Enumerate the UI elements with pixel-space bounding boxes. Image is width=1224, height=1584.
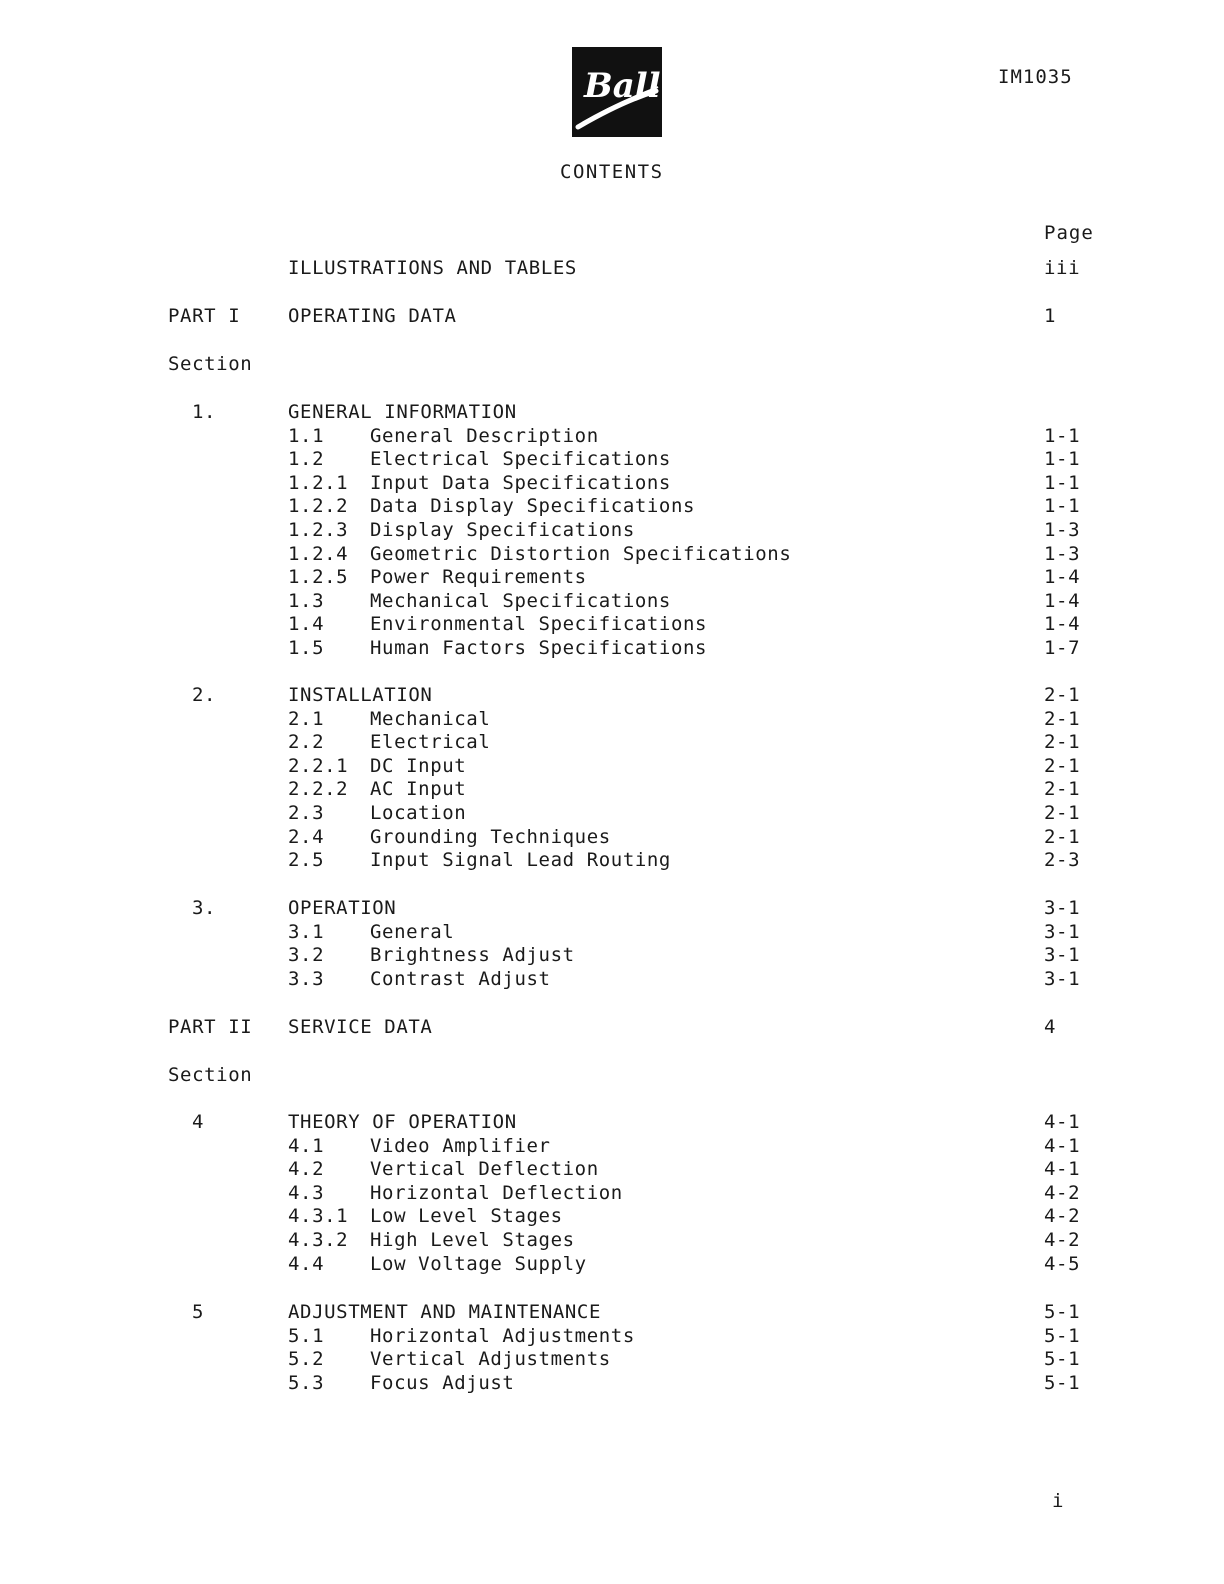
toc-item-title: Display Specifications xyxy=(370,519,635,541)
toc-item-page: 2-1 xyxy=(1044,707,1081,730)
toc-item-title: Location xyxy=(370,802,467,824)
toc-item-page: 1-4 xyxy=(1044,613,1081,636)
toc-item-page: 2-1 xyxy=(1044,778,1081,801)
section-label: Section xyxy=(168,353,253,375)
toc-item-number: 4.2 xyxy=(288,1158,325,1181)
toc-heading: SERVICE DATA xyxy=(288,1016,433,1038)
toc-item-number: 4.3.2 xyxy=(288,1229,349,1251)
toc-item-number: 1.2 xyxy=(288,448,325,471)
toc-item-page: 5-1 xyxy=(1044,1324,1081,1347)
toc-item-page: 1-7 xyxy=(1044,637,1081,659)
ball-logo-icon xyxy=(572,47,662,137)
section-number: 4 xyxy=(192,1111,205,1133)
toc-item-title: Electrical xyxy=(370,731,491,754)
toc-item-title: Low Voltage Supply xyxy=(370,1252,587,1275)
toc-item-page: 4-1 xyxy=(1044,1134,1081,1157)
toc-item-title: Low Level Stages xyxy=(370,1205,563,1228)
toc-item-title: Data Display Specifications xyxy=(370,495,696,518)
toc-item-title: Mechanical Specifications xyxy=(370,589,671,612)
toc-item-title: DC Input xyxy=(370,754,467,777)
toc-item-page: 1-1 xyxy=(1044,448,1081,471)
toc-heading: OPERATING DATA xyxy=(288,305,457,327)
section-page: 4-1 xyxy=(1044,1111,1081,1133)
toc-item-page: 4-2 xyxy=(1044,1181,1081,1204)
toc-item-title: Power Requirements xyxy=(370,566,587,589)
toc-item-number: 2.5 xyxy=(288,849,325,872)
toc-item-number: 4.3.1 xyxy=(288,1205,349,1228)
toc-item-page: 4-2 xyxy=(1044,1205,1081,1228)
section-title: OPERATION xyxy=(288,897,397,919)
toc-item-page: 1-4 xyxy=(1044,566,1081,589)
toc-item-title: Geometric Distortion Specifications xyxy=(370,542,792,565)
toc-item-page: 5-1 xyxy=(1044,1348,1081,1371)
toc-item-number: 1.3 xyxy=(288,589,325,612)
section-number: 5 xyxy=(192,1301,205,1323)
toc-item-title: Human Factors Specifications xyxy=(370,637,708,659)
toc-item-title: Vertical Deflection xyxy=(370,1158,599,1181)
toc-item-number: 5.3 xyxy=(288,1371,325,1394)
toc-item-number: 2.1 xyxy=(288,707,325,730)
toc-item-number: 4.4 xyxy=(288,1252,325,1275)
toc-item-page: 3-1 xyxy=(1044,967,1081,990)
toc-page: 4 xyxy=(1044,1016,1057,1038)
toc-item-page: 4-2 xyxy=(1044,1229,1081,1251)
toc-item-title: Environmental Specifications xyxy=(370,613,708,636)
toc-item-title: Contrast Adjust xyxy=(370,967,551,990)
toc-item-title: AC Input xyxy=(370,778,467,801)
toc-item-page: 2-1 xyxy=(1044,802,1081,824)
ball-logo xyxy=(572,47,662,137)
section-title: GENERAL INFORMATION xyxy=(288,401,517,423)
section-title: THEORY OF OPERATION xyxy=(288,1111,517,1133)
section-title: ADJUSTMENT AND MAINTENANCE xyxy=(288,1301,602,1323)
toc-item-title: General xyxy=(370,920,455,943)
toc-item-number: 1.2.3 xyxy=(288,519,349,541)
document-id: IM1035 xyxy=(998,66,1073,88)
toc-item-page: 3-1 xyxy=(1044,920,1081,943)
toc-item-page: 1-3 xyxy=(1044,542,1081,565)
toc-item-title: Video Amplifier xyxy=(370,1134,551,1157)
toc-item-number: 3.1 xyxy=(288,920,325,943)
toc-item-title: Input Data Specifications xyxy=(370,471,671,494)
section-page: 2-1 xyxy=(1044,684,1081,706)
toc-item-number: 3.2 xyxy=(288,944,325,967)
toc-item-page: 1-1 xyxy=(1044,495,1081,518)
toc-item-page: 1-3 xyxy=(1044,519,1081,541)
toc-item-number: 1.2.4 xyxy=(288,542,349,565)
toc-item-title: Electrical Specifications xyxy=(370,448,671,471)
toc-item-number: 1.2.5 xyxy=(288,566,349,589)
toc-item-title: Brightness Adjust xyxy=(370,944,575,967)
toc-page: 1 xyxy=(1044,305,1057,327)
section-number: 3. xyxy=(192,897,217,919)
section-number: 2. xyxy=(192,684,217,706)
page-title: CONTENTS xyxy=(560,161,664,183)
toc-page: iii xyxy=(1044,257,1081,279)
part-label: PART II xyxy=(168,1016,253,1038)
section-page: 3-1 xyxy=(1044,897,1081,919)
toc-item-number: 2.2.1 xyxy=(288,754,349,777)
footer-page-number: i xyxy=(1052,1490,1064,1512)
toc-item-number: 4.3 xyxy=(288,1181,325,1204)
toc-item-title: High Level Stages xyxy=(370,1229,575,1251)
toc-item-title: General Description xyxy=(370,424,599,447)
toc-item-number: 2.4 xyxy=(288,825,325,848)
toc-item-page: 2-1 xyxy=(1044,731,1081,754)
toc-item-number: 1.4 xyxy=(288,613,325,636)
toc-item-page: 4-1 xyxy=(1044,1158,1081,1181)
svg-text:Ball: Ball xyxy=(584,66,661,106)
toc-item-page: 5-1 xyxy=(1044,1371,1081,1394)
page-column-header: Page xyxy=(1044,222,1094,244)
toc-item-page: 4-5 xyxy=(1044,1252,1081,1275)
toc-item-title: Focus Adjust xyxy=(370,1371,515,1394)
toc-item-title: Vertical Adjustments xyxy=(370,1348,611,1371)
section-label: Section xyxy=(168,1064,253,1086)
toc-item-page: 1-1 xyxy=(1044,424,1081,447)
section-title: INSTALLATION xyxy=(288,684,433,706)
toc-item-page: 1-4 xyxy=(1044,589,1081,612)
toc-item-title: Horizontal Deflection xyxy=(370,1181,623,1204)
toc-item-page: 2-1 xyxy=(1044,754,1081,777)
section-number: 1. xyxy=(192,401,217,423)
toc-item-number: 1.2.2 xyxy=(288,495,349,518)
toc-item-number: 1.5 xyxy=(288,637,325,659)
toc-item-page: 2-3 xyxy=(1044,849,1081,872)
toc-item-title: Horizontal Adjustments xyxy=(370,1324,635,1347)
toc-heading: ILLUSTRATIONS AND TABLES xyxy=(288,257,577,279)
toc-item-page: 3-1 xyxy=(1044,944,1081,967)
toc-item-number: 2.2.2 xyxy=(288,778,349,801)
toc-item-page: 2-1 xyxy=(1044,825,1081,848)
toc-item-title: Mechanical xyxy=(370,707,491,730)
toc-item-page: 1-1 xyxy=(1044,471,1081,494)
toc-item-number: 4.1 xyxy=(288,1134,325,1157)
part-label: PART I xyxy=(168,305,241,327)
toc-item-title: Input Signal Lead Routing xyxy=(370,849,671,872)
section-page: 5-1 xyxy=(1044,1301,1081,1323)
toc-item-number: 2.3 xyxy=(288,802,325,824)
toc-item-number: 5.2 xyxy=(288,1348,325,1371)
toc-item-number: 5.1 xyxy=(288,1324,325,1347)
toc-item-title: Grounding Techniques xyxy=(370,825,611,848)
toc-item-number: 1.2.1 xyxy=(288,471,349,494)
toc-item-number: 1.1 xyxy=(288,424,325,447)
toc-item-number: 2.2 xyxy=(288,731,325,754)
toc-item-number: 3.3 xyxy=(288,967,325,990)
